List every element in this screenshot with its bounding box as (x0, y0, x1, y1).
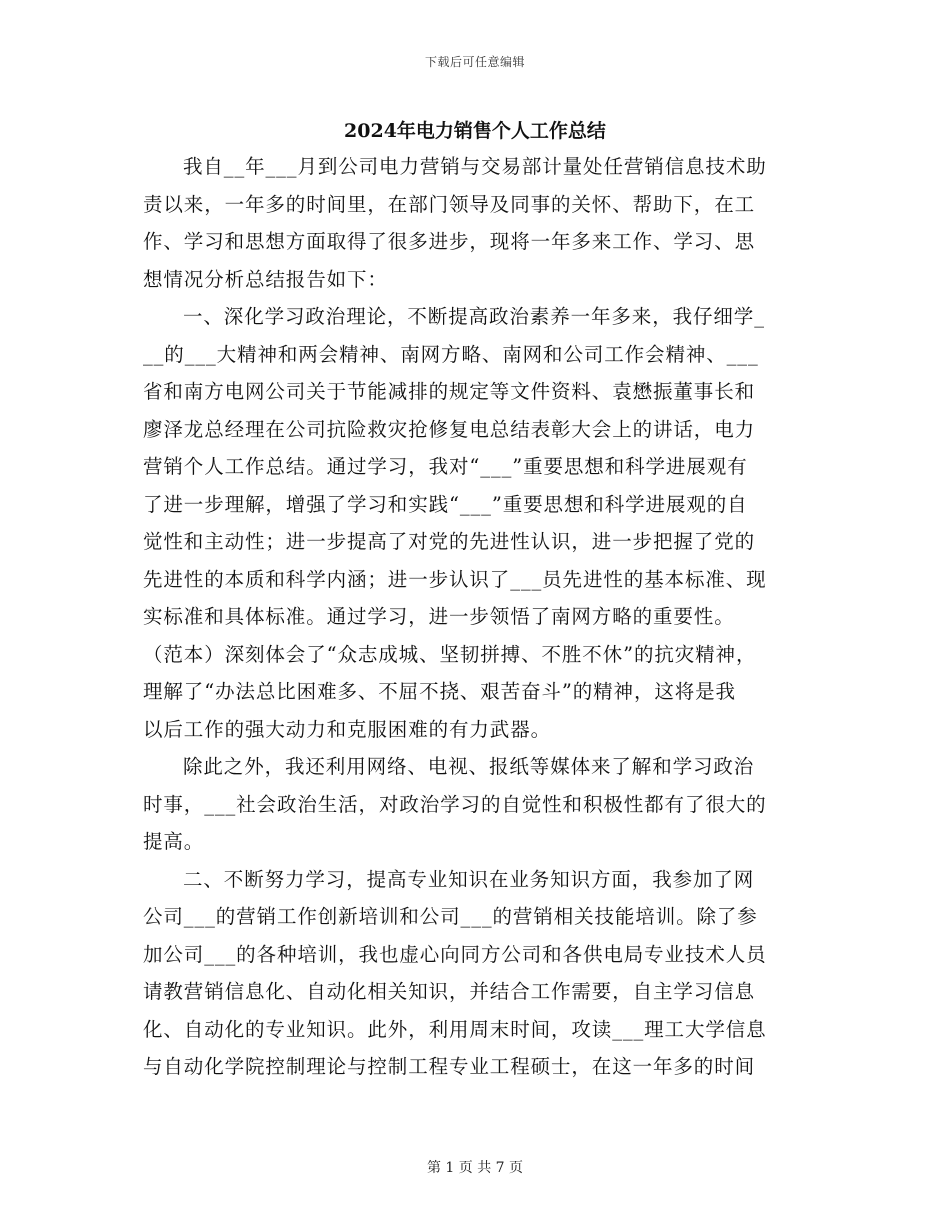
body-line: 公司___的营销工作创新培训和公司___的营销相关技能培训。除了参 (143, 905, 758, 928)
body-line: 与自动化学院控制理论与控制工程专业工程硕士，在这一年多的时间 (143, 1055, 756, 1078)
body-line: 提高。 (143, 830, 205, 853)
body-line: 以后工作的强大动力和克服困难的有力武器。 (143, 717, 552, 741)
document-title: 2024年电力销售个人工作总结 (344, 120, 606, 142)
body-line: 二、不断努力学习，提高专业知识在业务知识方面，我参加了网 (183, 867, 755, 891)
body-line: 作、学习和思想方面取得了很多进步，现将一年多来工作、学习、思 (143, 230, 756, 253)
document-body (143, 148, 807, 1086)
body-line: 廖泽龙总经理在公司抗险救灾抢修复电总结表彰大会上的讲话，电力 (143, 417, 756, 441)
body-line: 省和南方电网公司关于节能减排的规定等文件资料、袁懋振董事长和 (143, 380, 756, 403)
body-line: 先进性的本质和科学内涵；进一步认识了___员先进性的基本标准、现 (143, 567, 767, 591)
body-line: 责以来，一年多的时间里，在部门领导及同事的关怀、帮助下，在工 (143, 192, 756, 216)
body-line: 觉性和主动性；进一步提高了对党的先进性认识，进一步把握了党的 (143, 530, 756, 553)
header-note: 下载后可任意编辑 (424, 55, 525, 69)
body-line: 理解了“办法总比困难多、不屈不挠、艰苦奋斗”的精神，这将是我 (143, 680, 736, 703)
body-line: 实标准和具体标准。通过学习，进一步领悟了南网方略的重要性。 (143, 605, 735, 628)
body-line: 我自__年___月到公司电力营销与交易部计量处任营销信息技术助 (183, 155, 767, 178)
body-line: 请教营销信息化、自动化相关知识，并结合工作需要，自主学习信息 (143, 980, 756, 1003)
body-line: 时事，___社会政治生活，对政治学习的自觉性和积极性都有了很大的 (143, 792, 767, 816)
body-line: 一、深化学习政治理论，不断提高政治素养一年多来，我仔细学_ (183, 305, 765, 328)
body-line: 想情况分析总结报告如下： (143, 267, 388, 291)
body-line: __的___大精神和两会精神、南网方略、南网和公司工作会精神、___ (143, 342, 759, 366)
body-line: 除此之外，我还利用网络、电视、报纸等媒体来了解和学习政治 (183, 755, 755, 778)
body-line: 化、自动化的专业知识。此外，利用周末时间，攻读___理工大学信息 (143, 1017, 767, 1041)
body-line: 加公司___的各种培训，我也虚心向同方公司和各供电局专业技术人员 (143, 942, 767, 966)
body-line: 了进一步理解，增强了学习和实践“___”重要思想和科学进展观的自 (143, 492, 748, 516)
body-line: （范本）深刻体会了“众志成城、坚韧拼搏、不胜不休”的抗灾精神， (143, 642, 757, 666)
body-line: 营销个人工作总结。通过学习，我对“___”重要思想和科学进展观有 (143, 455, 748, 478)
page-number: 第 1 页 共 7 页 (426, 1160, 524, 1176)
